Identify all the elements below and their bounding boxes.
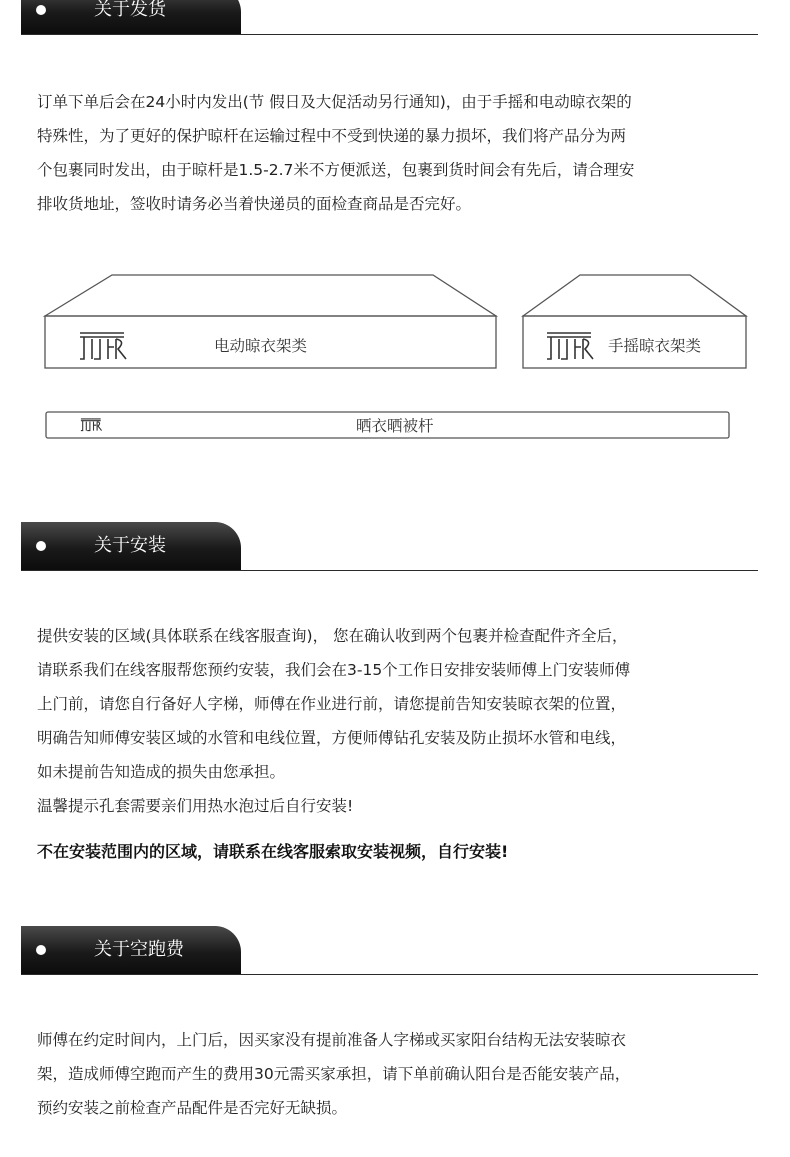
electric-package-label: 电动晾衣架类 [214,337,308,355]
manual-package-label: 手摇晾衣架类 [608,337,702,355]
section-header-fee [21,924,758,975]
text-line: 预约安装之前检查产品配件是否完好无缺损。 [37,1099,348,1117]
section-tab [21,926,241,974]
text-line: 上门前，请您自行备好人字梯，师傅在作业进行前，请您提前告知安装晾衣架的位置， [37,695,627,713]
brand-logo-icon [81,419,102,431]
section-tab [21,522,241,570]
text-line: 师傅在约定时间内，上门后，因买家没有提前准备人字梯或买家阳台结构无法安装晾衣 [37,1031,627,1049]
bullet-icon [36,541,46,551]
install-notice: 不在安装范围内的区域，请联系在线客服索取安装视频，自行安装! [37,842,509,861]
text-line: 提供安装的区域(具体联系在线客服查询)， 您在确认收到两个包裹并检查配件齐全后， [37,627,628,645]
section-title: 关于安装 [94,535,166,556]
text-line: 温馨提示孔套需要亲们用热水泡过后自行安装! [37,797,354,815]
text-line: 特殊性，为了更好的保护晾杆在运输过程中不受到快递的暴力损坏，我们将产品分为两 [37,127,627,145]
brand-logo-icon [80,333,126,359]
bullet-icon [36,945,46,955]
install-paragraph [37,619,757,823]
text-line: 架，造成师傅空跑而产生的费用30元需买家承担，请下单前确认阳台是否能安装产品， [37,1065,631,1083]
pole-package-label: 晒衣晒被杆 [356,417,434,435]
text-line: 请联系我们在线客服帮您预约安装，我们会在3-15个工作日安排安装师傅上门安装师傅 [37,661,631,679]
fee-paragraph [37,1023,757,1125]
section-title: 关于空跑费 [94,939,184,960]
text-line: 订单下单后会在24小时内发出(节 假日及大促活动另行通知)，由于手摇和电动晾衣架的 [37,93,632,111]
section-title: 关于发货 [94,0,166,20]
package-diagram [0,0,790,460]
text-line: 排收货地址，签收时请务必当着快递员的面检查商品是否完好。 [37,195,472,213]
section-header-install [21,520,758,571]
text-line: 明确告知师傅安装区域的水管和电线位置，方便师傅钻孔安装及防止损坏水管和电线， [37,729,627,747]
brand-logo-icon [547,333,593,359]
text-line: 个包裹同时发出，由于晾杆是1.5-2.7米不方便派送，包裹到货时间会有先后，请合理安 [37,161,635,179]
text-line: 如未提前告知造成的损失由您承担。 [37,763,286,781]
